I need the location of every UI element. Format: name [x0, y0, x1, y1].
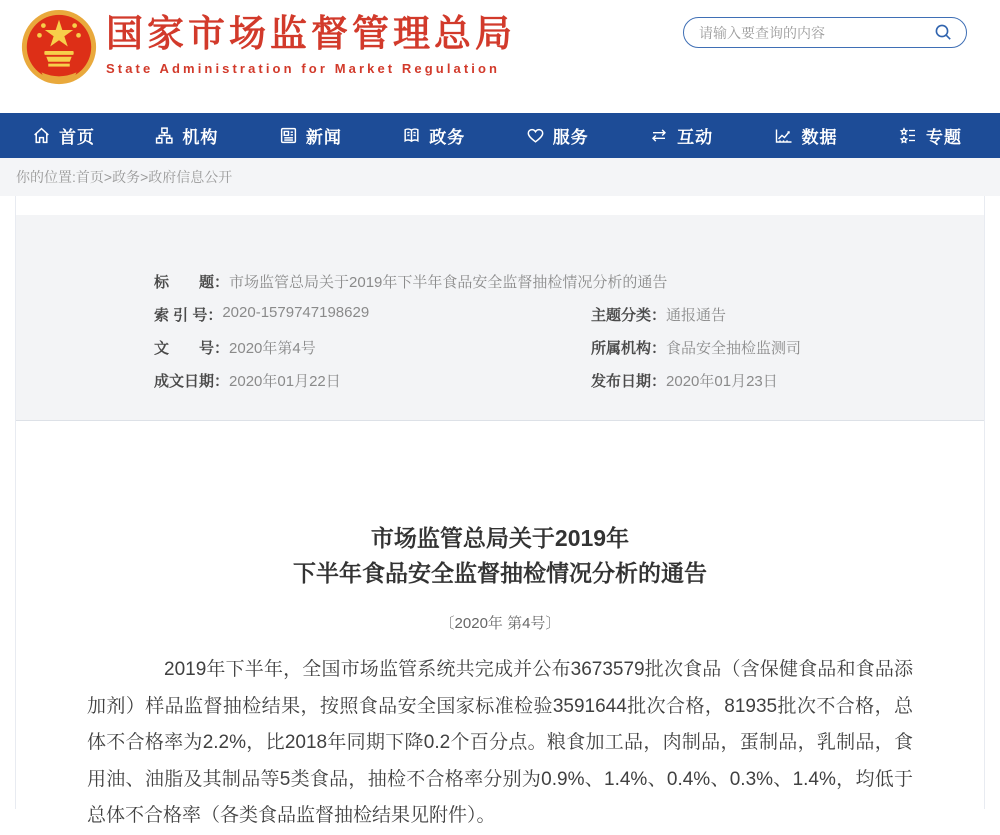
- document-title: 市场监管总局关于2019年 下半年食品安全监督抽检情况分析的通告: [87, 521, 913, 591]
- meta-title-value: 市场监管总局关于2019年下半年食品安全监督抽检情况分析的通告: [229, 271, 667, 292]
- org-chart-icon: [155, 126, 174, 145]
- breadcrumb-link-gov[interactable]: 政务: [112, 167, 140, 187]
- breadcrumb-link-home[interactable]: 首页: [76, 167, 104, 187]
- meta-category-label: 主题分类：: [591, 304, 666, 325]
- star-list-icon: [898, 126, 918, 145]
- search-input[interactable]: [699, 25, 934, 41]
- meta-docnum-value: 2020年第4号: [229, 337, 316, 358]
- breadcrumb: 你的位置: 首页 > 政务 > 政府信息公开: [0, 158, 1000, 196]
- exchange-arrows-icon: [649, 126, 669, 145]
- document-content: [16, 421, 984, 835]
- document-paragraph: 2019年下半年，全国市场监管系统共完成并公布3673579批次食品（含保健食品和食品添加剂）样品监督抽检结果，按照食品安全国家标准检验3591644批次合格，81935批次不合格，总体不合格率为2.2%，比2018年同期下降0.2个百分点。粮食加工品，肉制品，蛋制品，乳制品，食用油、油脂及其制品等5类食品，抽检不合格率分别为0.9%、1.4%、0.4%、0.3%、1.4%，均低于总体不合格率（各类食品监督抽检结果见附件）。: [87, 652, 913, 835]
- site-subtitle: State Administration for Market Regulation: [106, 61, 516, 76]
- nav-item-gov[interactable]: 政务: [402, 123, 465, 148]
- meta-category-value: 通报通告: [666, 304, 726, 325]
- newspaper-icon: [279, 126, 298, 145]
- nav-item-data[interactable]: 数据: [774, 123, 838, 148]
- document-meta-panel: [16, 215, 984, 421]
- content-wrapper: [15, 196, 985, 809]
- meta-docnum-label: 文 号：: [154, 337, 229, 358]
- home-icon: [32, 126, 51, 145]
- nav-item-topics[interactable]: 专题: [898, 123, 962, 148]
- site-header: [0, 0, 1000, 100]
- search-icon[interactable]: [934, 23, 954, 43]
- line-chart-icon: [774, 126, 794, 145]
- main-nav: [0, 113, 1000, 158]
- meta-publish-date-value: 2020年01月23日: [666, 370, 778, 391]
- search-box: [683, 17, 967, 48]
- meta-agency-value: 食品安全抽检监测司: [666, 337, 801, 358]
- meta-publish-date-label: 发布日期：: [591, 370, 666, 391]
- nav-item-news[interactable]: 新闻: [279, 123, 342, 148]
- open-book-icon: [402, 126, 421, 145]
- nav-item-home[interactable]: 首页: [32, 123, 95, 148]
- meta-title-label: 标 题：: [154, 271, 229, 292]
- nav-item-services[interactable]: 服务: [526, 123, 589, 148]
- meta-written-date-label: 成文日期：: [154, 370, 229, 391]
- national-emblem-logo: [18, 7, 100, 91]
- meta-agency-label: 所属机构：: [591, 337, 666, 358]
- nav-item-orgs[interactable]: 机构: [155, 123, 218, 148]
- site-title: 国家市场监督管理总局: [106, 13, 516, 56]
- breadcrumb-prefix: 你的位置:: [16, 167, 76, 187]
- document-issue-number: 〔2020年 第4号〕: [87, 612, 913, 633]
- nav-item-interact[interactable]: 互动: [649, 123, 713, 148]
- meta-index-value: 2020-1579747198629: [222, 304, 369, 325]
- meta-written-date-value: 2020年01月22日: [229, 370, 341, 391]
- heart-icon: [526, 126, 545, 145]
- breadcrumb-link-info[interactable]: 政府信息公开: [148, 167, 232, 187]
- meta-index-label: 索 引 号：: [154, 304, 222, 325]
